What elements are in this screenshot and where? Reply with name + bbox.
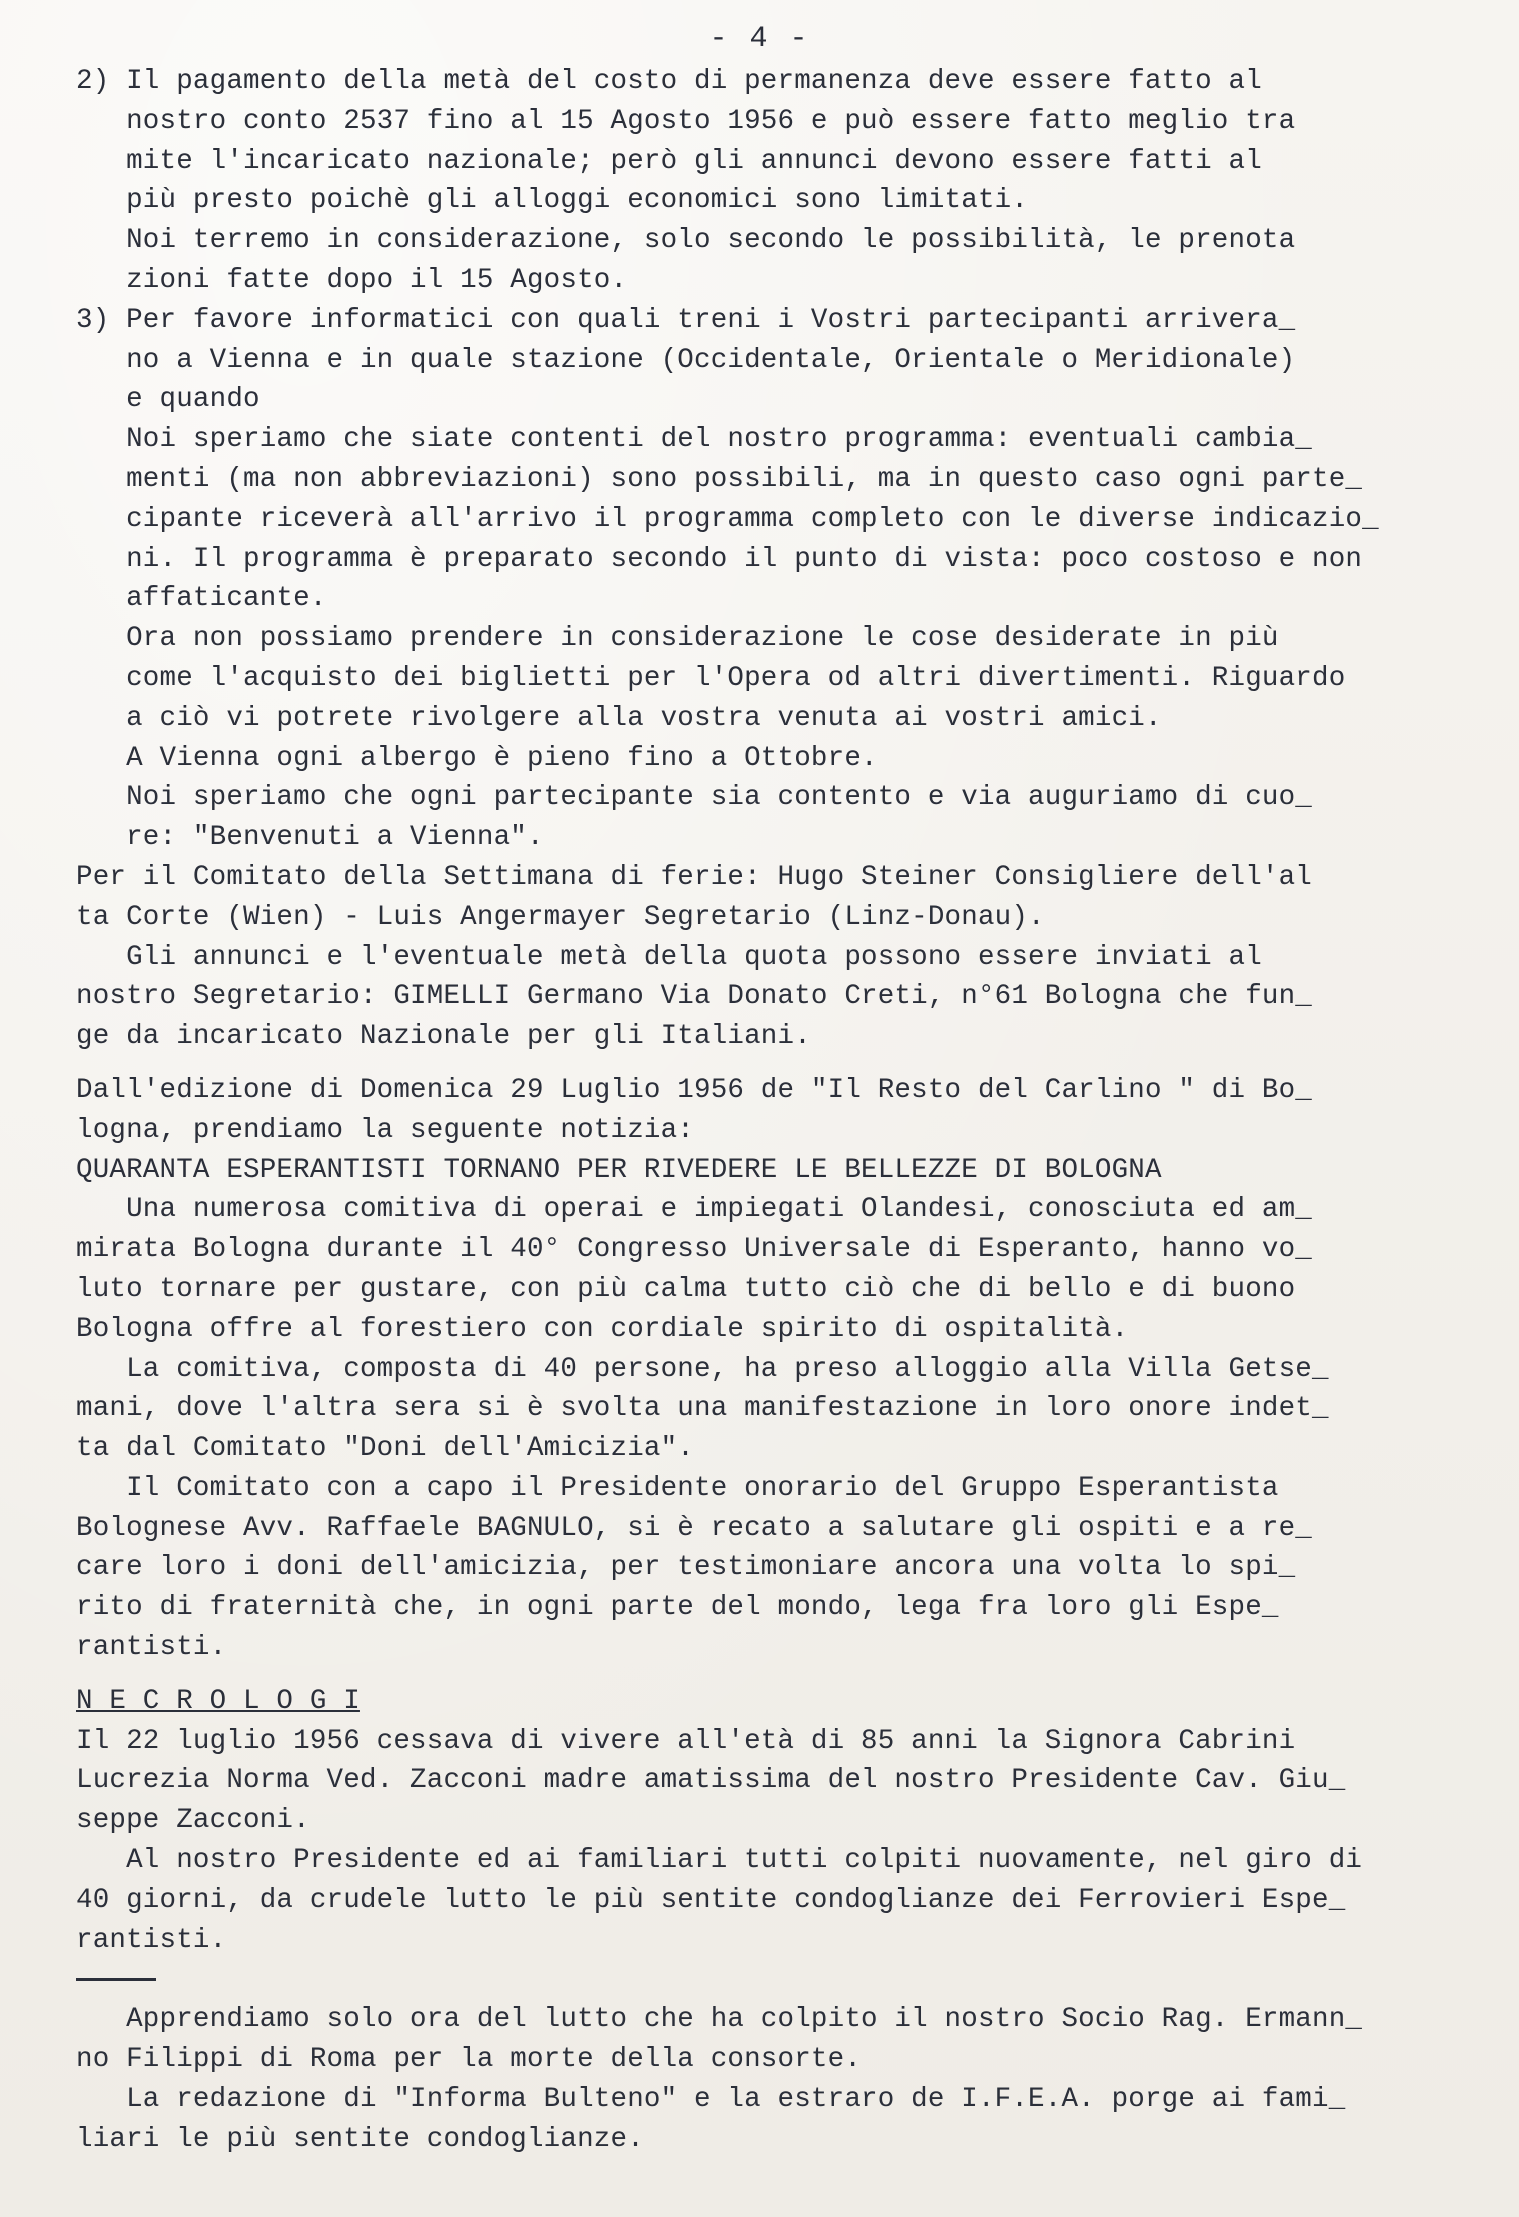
text-line: Apprendiamo solo ora del lutto che ha colpito il nostro Socio Rag. Ermann_ [76,2004,1363,2036]
text-line: 2) Il pagamento della metà del costo di permanenza deve essere fatto al [76,66,1262,97]
text-line: zioni fatte dopo il 15 Agosto. [76,264,628,296]
text-line: Il 22 luglio 1956 cessava di vivere all'età di 85 anni la Signora Cabrini [76,1725,1296,1757]
page-number: - 4 - [709,22,810,56]
text-line: rantisti. [76,1924,227,1956]
text-line: affaticante. [76,583,327,615]
text-line: cipante riceverà all'arrivo il programma completo con le diverse indicazio_ [76,503,1379,535]
section-vienna-programme [76,62,1436,1057]
text-line: Bolognese Avv. Raffaele BAGNULO, si è recato a salutare gli ospiti e a re_ [76,1512,1312,1544]
text-line: 40 giorni, da crudele lutto le più sentite condoglianze dei Ferrovieri Espe_ [76,1884,1346,1916]
text-line: rito di fraternità che, in ogni parte del mondo, lega fra loro gli Espe_ [76,1592,1279,1624]
text-line: QUARANTA ESPERANTISTI TORNANO PER RIVEDERE LE BELLEZZE DI BOLOGNA [76,1154,1162,1186]
text-line: logna, prendiamo la seguente notizia: [76,1114,694,1146]
section-filippi-condolences [76,2000,1436,2159]
text-line: mani, dove l'altra sera si è svolta una manifestazione in loro onore indet_ [76,1393,1329,1425]
text-line: a ciò vi potrete rivolgere alla vostra venuta ai vostri amici. [76,702,1162,734]
text-line: Noi speriamo che ogni partecipante sia contento e via auguriamo di cuo_ [76,782,1312,814]
text-line: ta dal Comitato "Doni dell'Amicizia". [76,1433,694,1465]
text-line: Gli annunci e l'eventuale metà della quota possono essere inviati al [76,941,1262,973]
text-line: seppe Zacconi. [76,1805,310,1837]
text-line: no Filippi di Roma per la morte della consorte. [76,2044,862,2076]
text-line: rantisti. [76,1632,227,1664]
text-line: Una numerosa comitiva di operai e impiegati Olandesi, conosciuta ed am_ [76,1194,1312,1226]
text-line: A Vienna ogni albergo è pieno fino a Ottobre. [76,742,878,774]
text-line: luto tornare per gustare, con più calma tutto ciò che di bello e di buono [76,1273,1296,1305]
text-line: Dall'edizione di Domenica 29 Luglio 1956 de "Il Resto del Carlino " di Bo_ [76,1074,1312,1106]
text-line: mirata Bologna durante il 40° Congresso Universale di Esperanto, hanno vo_ [76,1234,1312,1266]
text-line: Il Comitato con a capo il Presidente onorario del Gruppo Esperantista [76,1472,1279,1504]
text-line: Ora non possiamo prendere in considerazione le cose desiderate in più [76,623,1279,655]
text-line: nostro conto 2537 fino al 15 Agosto 1956 e può essere fatto meglio tra [76,105,1296,137]
document-body [76,62,1436,2159]
text-line: Bologna offre al forestiero con cordiale spirito di ospitalità. [76,1313,1129,1345]
text-line: care loro i doni dell'amicizia, per testimoniare ancora una volta lo spi_ [76,1552,1296,1584]
section-necrologi [76,1722,1436,1961]
text-line: nostro Segretario: GIMELLI Germano Via Donato Creti, n°61 Bologna che fun_ [76,981,1312,1013]
text-line: 3) Per favore informatici con quali treni i Vostri partecipanti arrivera_ [76,304,1296,336]
section-carlino-article [76,1071,1436,1668]
text-line: re: "Benvenuti a Vienna". [76,822,544,854]
text-line: Al nostro Presidente ed ai familiari tutti colpiti nuovamente, nel giro di [76,1845,1363,1877]
text-line: e quando [76,384,260,416]
text-line: menti (ma non abbreviazioni) sono possibili, ma in questo caso ogni parte_ [76,463,1363,495]
text-line: più presto poichè gli alloggi economici sono limitati. [76,185,1029,217]
text-line: Per il Comitato della Settimana di ferie: Hugo Steiner Consigliere dell'al [76,861,1312,893]
text-line: mite l'incaricato nazionale; però gli annunci devono essere fatti al [76,145,1262,177]
text-line: no a Vienna e in quale stazione (Occidentale, Orientale o Meridionale) [76,344,1296,376]
text-line: Lucrezia Norma Ved. Zacconi madre amatissima del nostro Presidente Cav. Giu_ [76,1765,1346,1797]
text-line: La redazione di "Informa Bulteno" e la estraro de I.F.E.A. porge ai fami_ [76,2083,1346,2115]
necrologi-heading: N E C R O L O G I [76,1685,360,1717]
text-line: ge da incaricato Nazionale per gli Italiani. [76,1021,811,1053]
section-divider [76,1960,1436,2000]
text-line: Noi speriamo che siate contenti del nostro programma: eventuali cambia_ [76,424,1312,456]
text-line: ta Corte (Wien) - Luis Angermayer Segretario (Linz-Donau). [76,901,1045,933]
text-line: Noi terremo in considerazione, solo secondo le possibilità, le prenota [76,225,1296,257]
text-line: ni. Il programma è preparato secondo il punto di vista: poco costoso e non [76,543,1363,575]
text-line: liari le più sentite condoglianze. [76,2123,644,2155]
text-line: come l'acquisto dei biglietti per l'Opera od altri divertimenti. Riguardo [76,662,1346,694]
text-line: La comitiva, composta di 40 persone, ha preso alloggio alla Villa Getse_ [76,1353,1329,1385]
